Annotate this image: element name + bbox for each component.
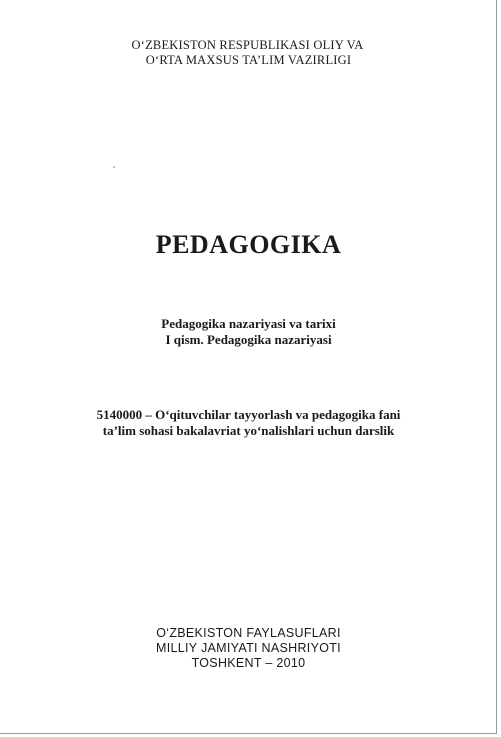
page-edge-right <box>496 0 497 733</box>
subtitle-line-2: I qism. Pedagogika nazariyasi <box>165 332 332 347</box>
page-edge-bottom <box>0 733 497 734</box>
publisher-line-2: MILLIY JAMIYATI NASHRIYOTI <box>156 641 341 655</box>
ministry-line-1: O‘ZBEKISTON RESPUBLIKASI OLIY VA <box>131 38 364 52</box>
ministry-line-2: O‘RTA MAXSUS TA’LIM VAZIRLIGI <box>145 53 352 67</box>
specialty-description <box>0 407 497 439</box>
specialty-line-1: 5140000 – O‘qituvchilar tayyorlash va pedagogika fani <box>96 407 401 422</box>
publisher-imprint <box>0 626 497 671</box>
book-subtitle <box>0 316 497 348</box>
publisher-city-year: TOSHKENT – 2010 <box>191 656 306 670</box>
publisher-line-1: O‘ZBEKISTON FAYLASUFLARI <box>156 626 341 640</box>
print-speck <box>113 166 115 168</box>
book-title: PEDAGOGIKA <box>155 230 342 259</box>
specialty-line-2: ta’lim sohasi bakalavriat yo‘nalishlari uchun darslik <box>102 423 395 438</box>
ministry-heading <box>0 38 497 68</box>
subtitle-line-1: Pedagogika nazariyasi va tarixi <box>161 316 336 331</box>
